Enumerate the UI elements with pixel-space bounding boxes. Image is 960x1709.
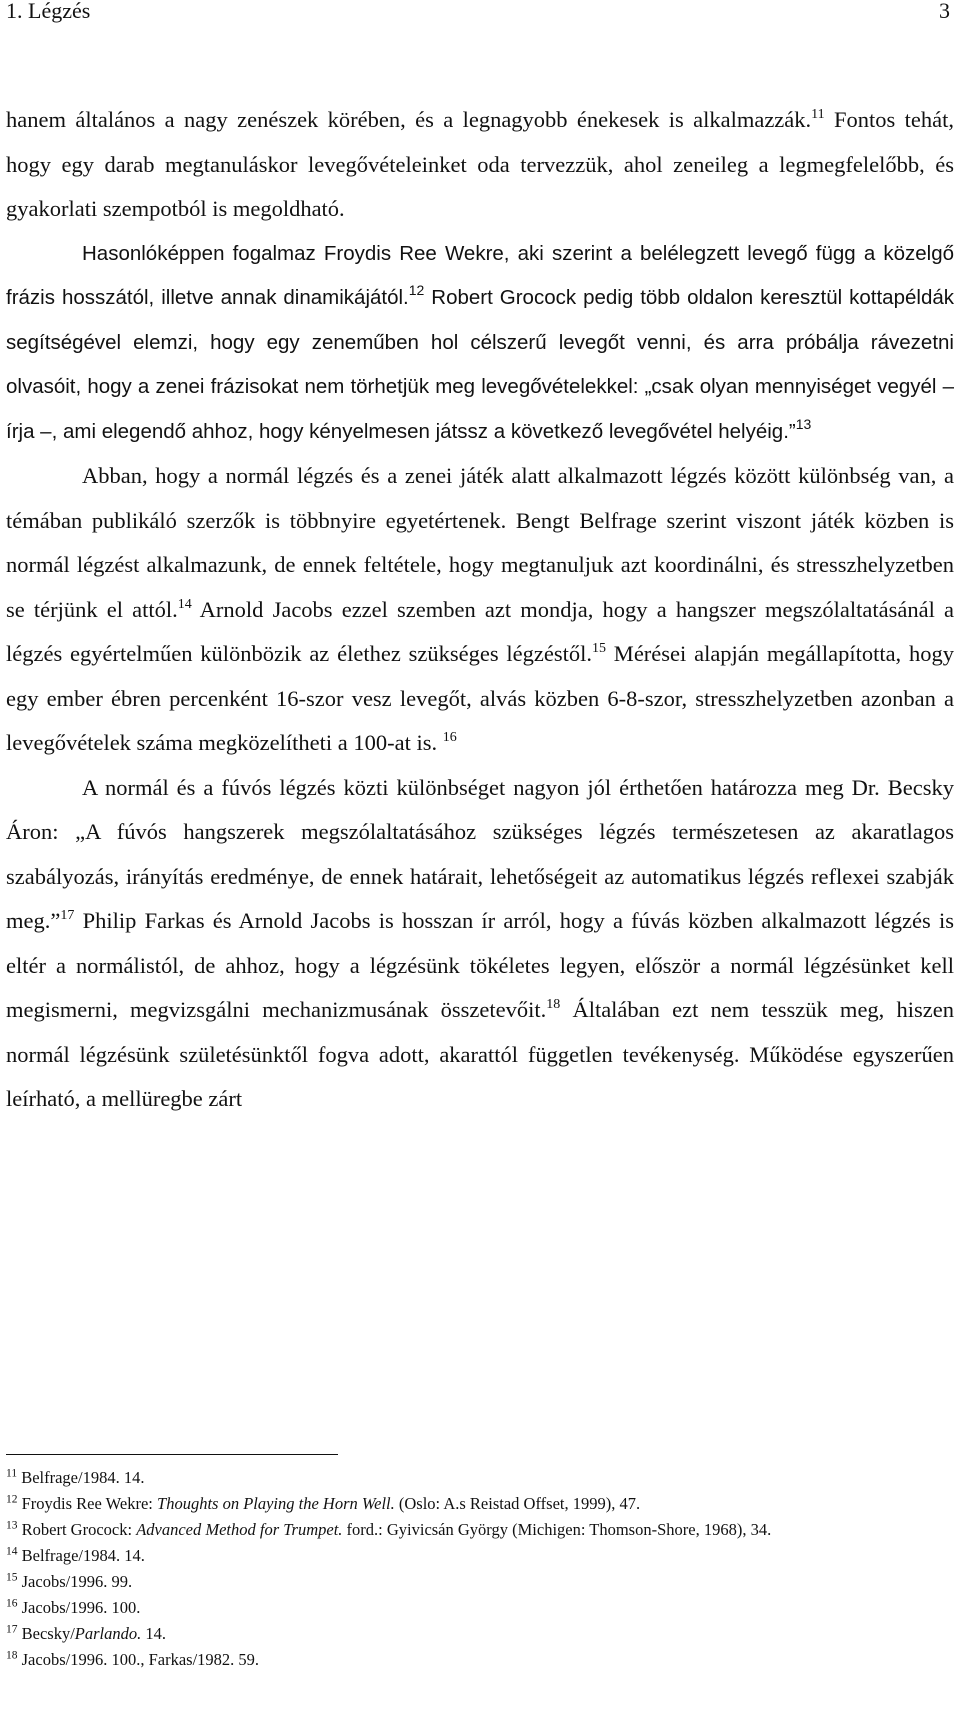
paragraph-3 xyxy=(6,454,954,766)
footnote-text: Jacobs/1996. 99. xyxy=(17,1572,133,1591)
footnote-text: Belfrage/1984. 14. xyxy=(17,1468,145,1487)
footnote-16 xyxy=(6,1595,946,1621)
body-text xyxy=(6,98,954,1122)
footnote-ref-18[interactable]: 18 xyxy=(546,996,561,1012)
footnote-ref-15[interactable]: 15 xyxy=(592,640,606,656)
text-run: Fontos tehát, hogy egy darab megtanuláskor levegővételeinket oda tervezzük, ahol zeneileg a legmegfelelőbb, és gyakorlati szempotból is megoldható. xyxy=(6,107,954,221)
footnote-text: Jacobs/1996. 100. xyxy=(17,1598,141,1617)
text-run: Philip Farkas és Arnold Jacobs is hosszan ír arról, hogy a fúvás közben alkalmazott légzés is eltér a normálistól, de ahhoz, hogy a légzésünk tökéletes legyen, először a normál légzésünket kell megismerni, megvizsgálni mechanizmusának összetevőit. xyxy=(6,908,954,1022)
footnote-ref-14[interactable]: 14 xyxy=(177,596,192,612)
footnote-18 xyxy=(6,1647,946,1673)
text-run: A normál és a fúvós légzés közti különbséget nagyon jól érthetően határozza meg Dr. Becsky Áron: „A fúvós hangszerek megszólaltatásához szükséges légzés természetesen az akaratlagos szabályozás, irányítás eredménye, de ennek határait, lehetőségeit az automatikus légzés reflexei szabják meg.” xyxy=(6,774,954,933)
running-header xyxy=(6,0,950,30)
chapter-title: 1. Légzés xyxy=(6,0,91,23)
footnote-number: 13 xyxy=(6,1519,18,1532)
footnote-number: 11 xyxy=(6,1467,18,1480)
footnote-title: Advanced Method for Trumpet. xyxy=(136,1520,343,1539)
footnote-text: 14. xyxy=(141,1624,167,1643)
footnote-number: 15 xyxy=(6,1571,18,1584)
footnote-number: 14 xyxy=(6,1545,18,1558)
footnote-ref-12[interactable]: 12 xyxy=(408,281,425,298)
footnote-14 xyxy=(6,1543,946,1569)
footnote-title: Parlando. xyxy=(74,1624,142,1643)
footnote-text: Becsky/ xyxy=(17,1624,75,1643)
footnote-text: Jacobs/1996. 100., Farkas/1982. 59. xyxy=(17,1650,260,1669)
footnote-number: 18 xyxy=(6,1649,18,1662)
footnote-ref-17[interactable]: 17 xyxy=(60,907,75,923)
footnote-17 xyxy=(6,1621,946,1647)
text-run: Általában ezt nem tesszük meg, hiszen normál légzésünk születésünktől fogva adott, akarattól független tevékenység. Működése egyszerűen leírható, a mellüregbe zárt xyxy=(6,997,954,1111)
paragraph-2 xyxy=(6,232,954,455)
footnote-text: ford.: Gyivicsán György (Michigen: Thomson-Shore, 1968), 34. xyxy=(342,1520,772,1539)
footnote-title: Thoughts on Playing the Horn Well. xyxy=(157,1494,395,1513)
paragraph-1 xyxy=(6,98,954,232)
footnote-15 xyxy=(6,1569,946,1595)
footnote-ref-11[interactable]: 11 xyxy=(811,106,825,122)
footnotes xyxy=(6,1465,946,1673)
footnote-number: 16 xyxy=(6,1597,18,1610)
text-run: Mérései alapján megállapította, hogy egy ember ébren percenként 16-szor vesz levegőt, alvás közben 6-8-szor, stresszhelyzetben azonban a levegővételek száma megközelítheti a 100-at is. xyxy=(6,641,954,755)
footnote-text: Froydis Ree Wekre: xyxy=(17,1494,158,1513)
footnote-13 xyxy=(6,1517,946,1543)
footnote-text: (Oslo: A.s Reistad Offset, 1999), 47. xyxy=(394,1494,641,1513)
footnote-11 xyxy=(6,1465,946,1491)
footnote-ref-16[interactable]: 16 xyxy=(442,729,457,745)
text-run: Abban, hogy a normál légzés és a zenei játék alatt alkalmazott légzés között különbség van, a témában publikáló szerzők is többnyire egyetértenek. Bengt Belfrage szerint viszont játék közben is normál légzést alkalmazunk, de ennek feltétele, hogy megtanuljuk azt koordinálni, és stresszhelyzetben se térjünk el attól. xyxy=(6,463,954,622)
paragraph-4 xyxy=(6,766,954,1122)
page-number: 3 xyxy=(939,0,950,23)
footnote-12 xyxy=(6,1491,946,1517)
footnote-separator xyxy=(6,1454,338,1455)
text-run: hanem általános a nagy zenészek körében, és a legnagyobb énekesek is alkalmazzák. xyxy=(6,107,812,132)
footnote-number: 17 xyxy=(6,1623,18,1636)
text-run: Hasonlóképpen fogalmaz Froydis Ree Wekre, aki szerint a belélegzett levegő függ a közelgő frázis hosszától, illetve annak dinamikájától. xyxy=(6,241,954,309)
footnote-number: 12 xyxy=(6,1493,18,1506)
footnote-text: Belfrage/1984. 14. xyxy=(17,1546,145,1565)
footnote-ref-13[interactable]: 13 xyxy=(795,415,812,432)
text-run: Arnold Jacobs ezzel szemben azt mondja, hogy a hangszer megszólaltatásánál a légzés egyértelműen különbözik az élethez szükséges légzéstől. xyxy=(6,596,954,666)
footnote-text: Robert Grocock: xyxy=(17,1520,137,1539)
text-run: Robert Grocock pedig több oldalon keresztül kottapéldák segítségével elemzi, hogy egy zeneműben hol célszerű levegőt venni, és arra próbálja rávezetni olvasóit, hogy a zenei frázisokat nem törhetjük meg levegővételekkel: „csak olyan mennyiséget vegyél – írja –, ami elegendő ahhoz, hogy kényelmesen játssz a következő levegővétel helyéig.” xyxy=(6,286,954,443)
